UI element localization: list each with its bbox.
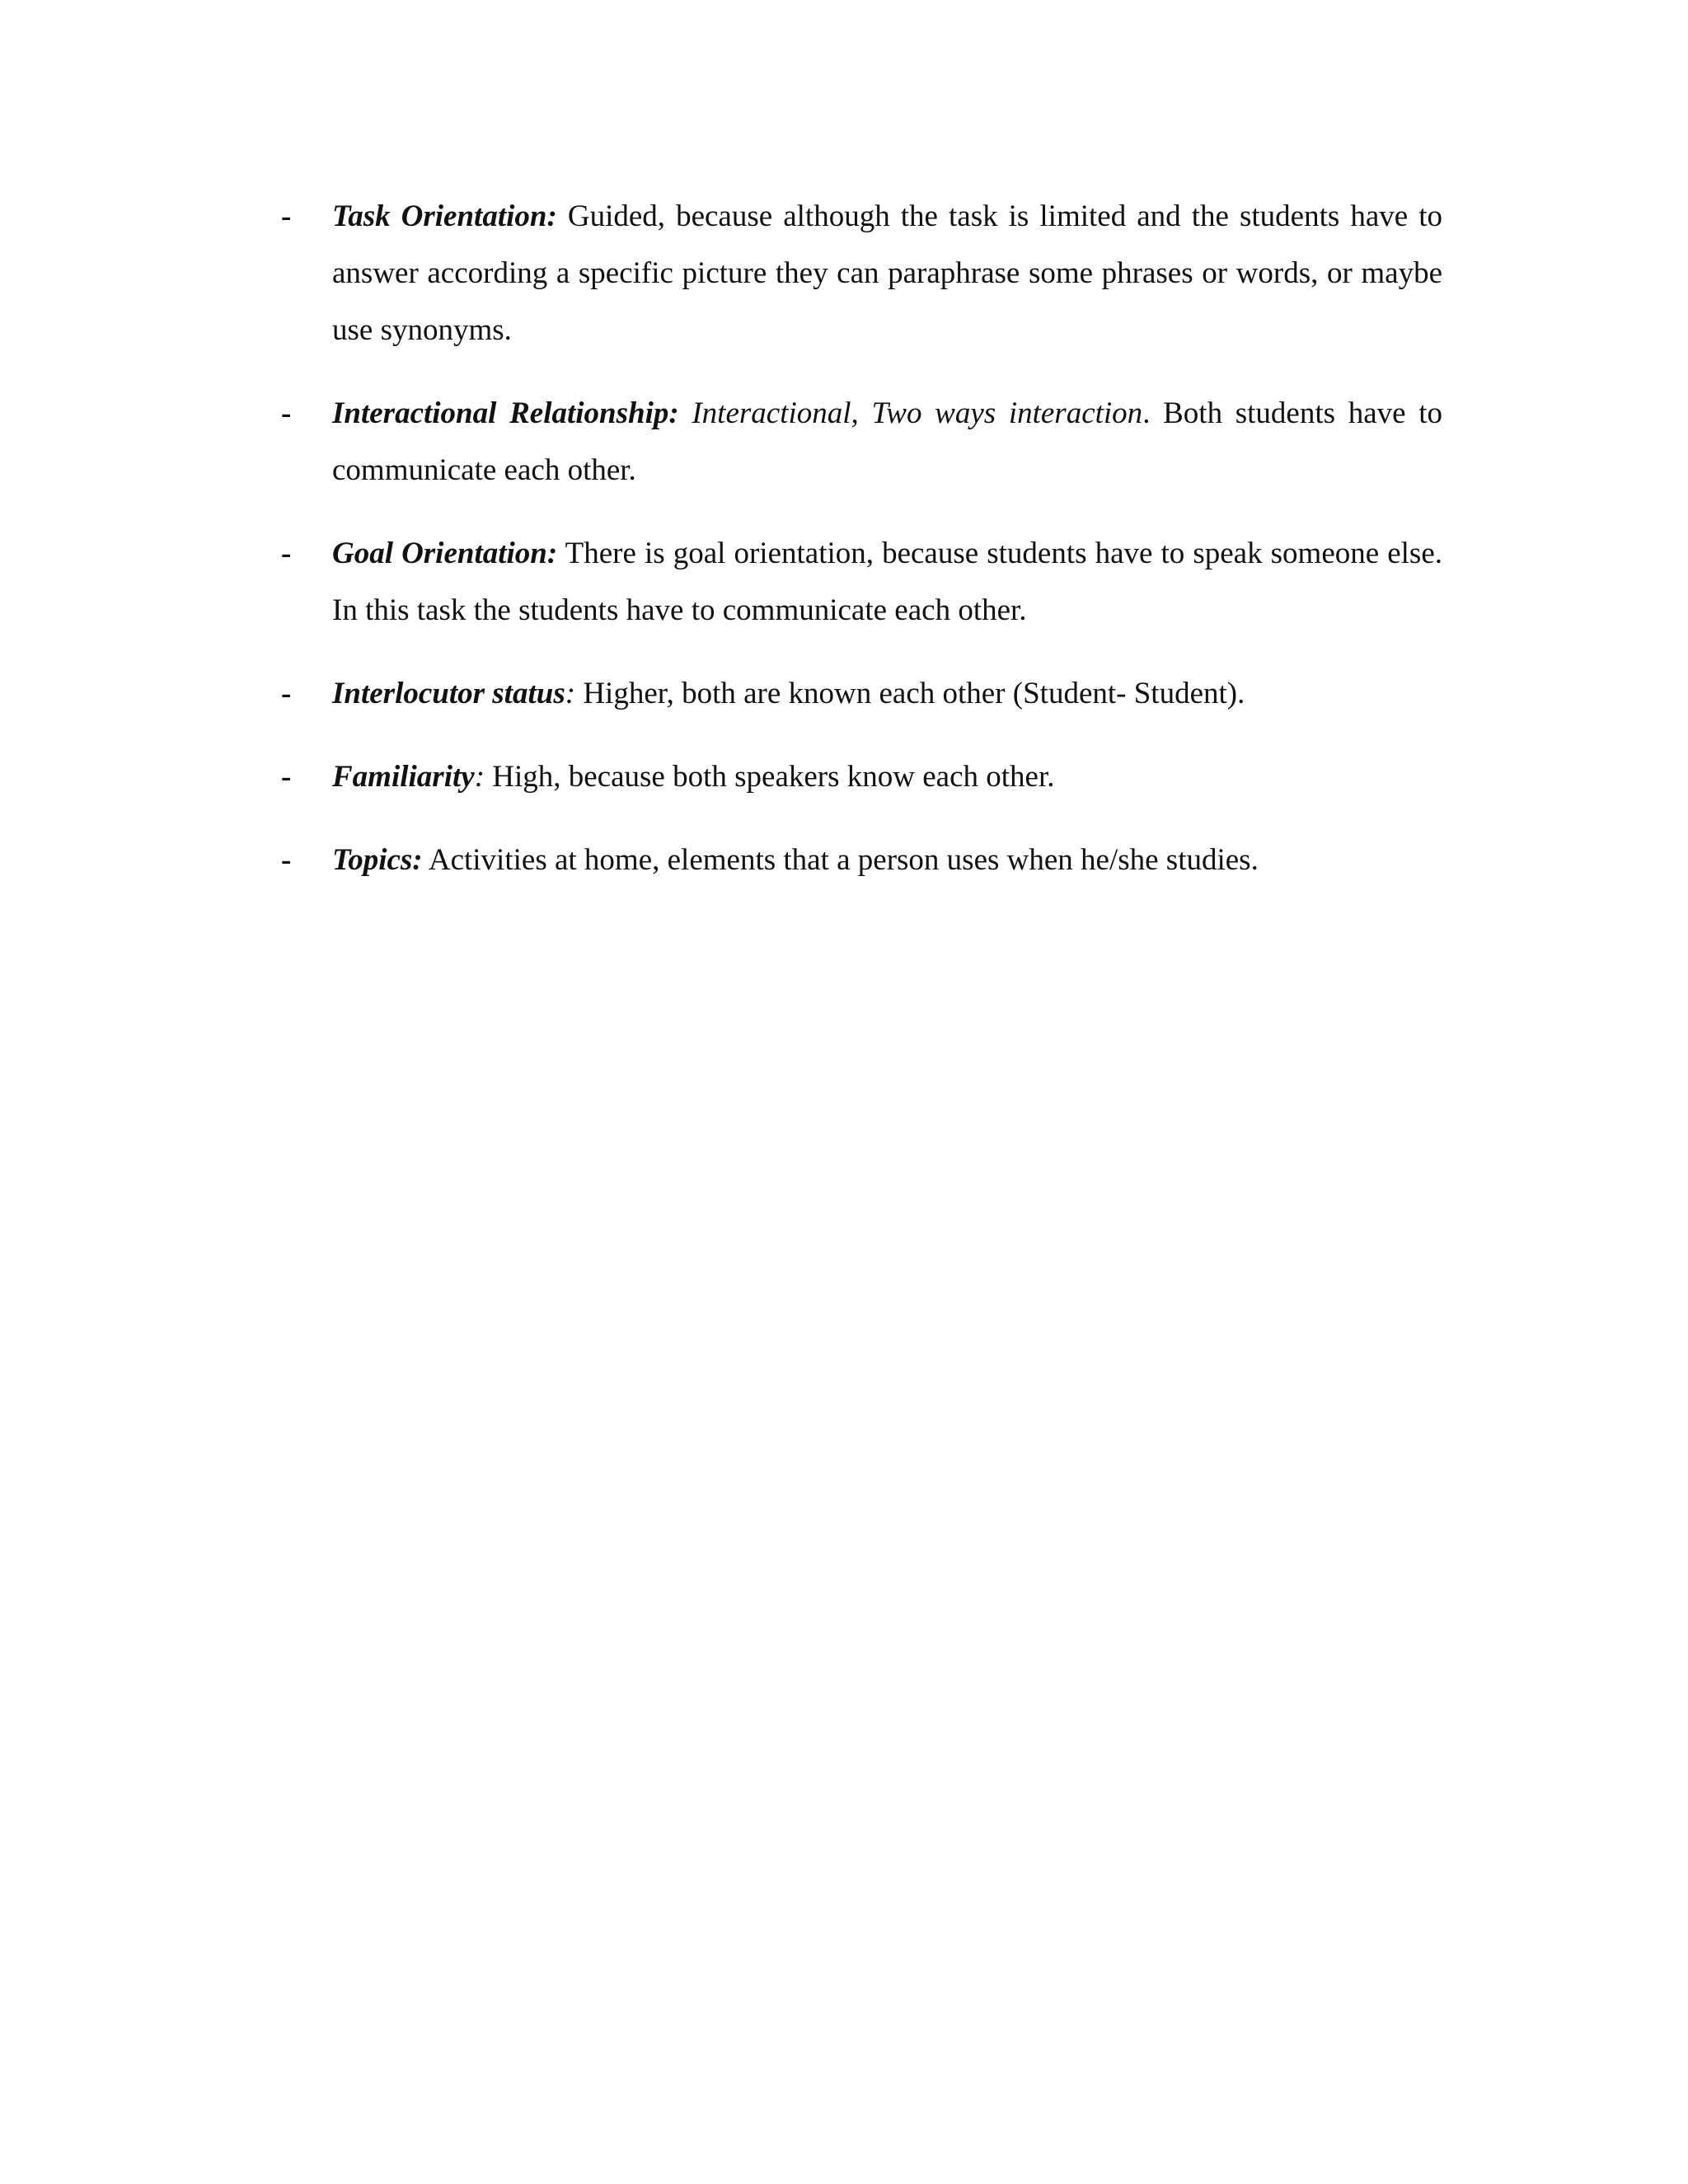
bullet-dash: - xyxy=(281,396,292,430)
list-item-interlocutor-status xyxy=(279,665,1442,722)
bullet-dash: - xyxy=(281,843,292,877)
task-characteristics-list xyxy=(279,188,1442,915)
item-term: Goal Orientation: xyxy=(332,537,558,570)
item-separator: : xyxy=(474,760,485,794)
item-text: There is goal orientation, because students have to speak someone else. In this task the students have to communicate each other. xyxy=(332,537,1442,627)
bullet-dash: - xyxy=(281,760,292,794)
item-term: Topics: xyxy=(332,843,423,877)
item-italic-text: Interactional, Two ways interaction xyxy=(678,396,1143,430)
list-item-familiarity xyxy=(279,748,1442,805)
item-term: Task Orientation: xyxy=(332,199,557,233)
list-item-topics xyxy=(279,832,1442,888)
bullet-dash: - xyxy=(281,677,292,710)
bullet-dash: - xyxy=(281,199,292,233)
item-text: Guided, because although the task is limited and the students have to answer according a specific picture they can paraphrase some phrases or words, or maybe use synonyms. xyxy=(332,199,1442,347)
item-term: Familiarity xyxy=(332,760,475,794)
item-text: High, because both speakers know each other. xyxy=(485,760,1055,794)
list-item-interactional-relationship xyxy=(279,385,1442,499)
item-text: . Both students have to communicate each other. xyxy=(332,396,1442,487)
bullet-dash: - xyxy=(281,537,292,570)
item-term: Interlocutor status xyxy=(332,677,565,710)
item-term: Interactional Relationship: xyxy=(332,396,679,430)
item-separator: : xyxy=(565,677,576,710)
item-text: Activities at home, elements that a person uses when he/she studies. xyxy=(422,843,1259,877)
item-text: Higher, both are known each other (Student- Student). xyxy=(575,677,1245,710)
list-item-goal-orientation xyxy=(279,525,1442,639)
list-item-task-orientation xyxy=(279,188,1442,359)
